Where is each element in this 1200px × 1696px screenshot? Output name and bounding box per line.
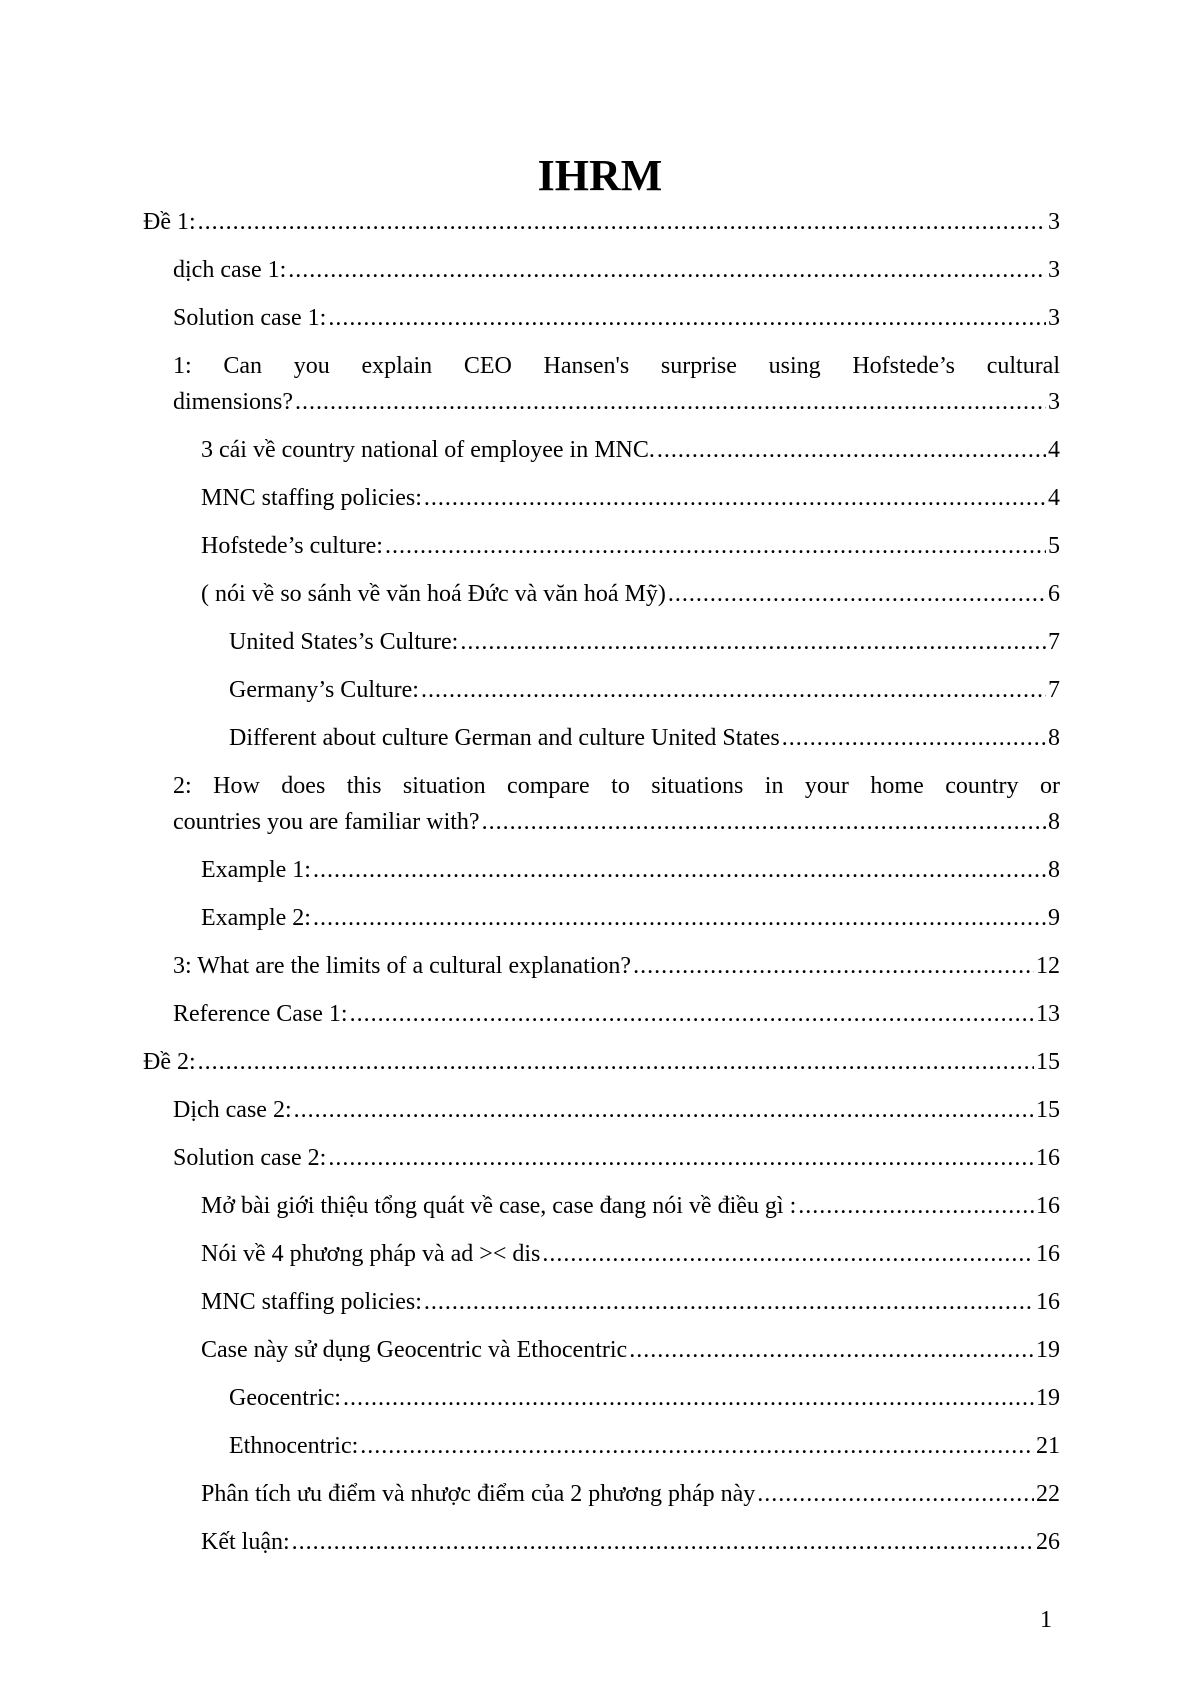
toc-entry[interactable] (143, 624, 1060, 660)
toc-entry[interactable] (143, 720, 1060, 756)
toc-entry-row (201, 432, 1060, 468)
toc-entry-row (201, 576, 1060, 612)
toc-entry-page: 7 (1048, 677, 1060, 703)
toc-entry-page: 8 (1048, 809, 1060, 835)
dot-leader (288, 252, 1046, 288)
toc-entry-text: Ethnocentric: (229, 1433, 359, 1459)
toc-entry-row (173, 996, 1060, 1032)
dot-leader (385, 528, 1046, 564)
toc-entry-text: ( nói về so sánh về văn hoá Đức và văn hoá Mỹ) (201, 581, 666, 607)
toc-entry-page: 15 (1036, 1049, 1060, 1075)
toc-entry[interactable] (143, 480, 1060, 516)
dot-leader (198, 1044, 1034, 1080)
toc-entry[interactable] (143, 1332, 1060, 1368)
toc-entry-row (143, 204, 1060, 240)
toc-entry-page: 16 (1036, 1193, 1060, 1219)
dot-leader (313, 900, 1046, 936)
table-of-contents (143, 204, 1060, 1572)
toc-entry-text: Đề 2: (143, 1049, 196, 1075)
toc-entry[interactable] (143, 252, 1060, 288)
toc-entry-text: Germany’s Culture: (229, 677, 419, 703)
toc-entry-page: 19 (1036, 1385, 1060, 1411)
toc-entry-row (201, 900, 1060, 936)
toc-entry-text: countries you are familiar with? (173, 809, 480, 835)
toc-entry-text: Nói về 4 phương pháp và ad >< dis (201, 1241, 541, 1267)
toc-entry-row (201, 1284, 1060, 1320)
toc-entry-row (229, 1428, 1060, 1464)
toc-entry-text: Dịch case 2: (173, 1097, 292, 1123)
toc-entry-text: Example 1: (201, 857, 311, 883)
dot-leader (421, 672, 1046, 708)
toc-entry-text: dịch case 1: (173, 257, 287, 283)
toc-entry-row (173, 252, 1060, 288)
toc-entry-row (201, 852, 1060, 888)
toc-entry-text: 3 cái về country national of employee in MNC. (201, 437, 655, 463)
toc-entry-row (229, 720, 1060, 756)
toc-entry-text: Different about culture German and culture United States (229, 725, 780, 751)
toc-entry[interactable] (143, 768, 1060, 840)
toc-entry[interactable] (143, 672, 1060, 708)
dot-leader (313, 852, 1046, 888)
toc-entry[interactable] (143, 1188, 1060, 1224)
toc-entry-page: 8 (1048, 857, 1060, 883)
toc-entry[interactable] (143, 1284, 1060, 1320)
toc-entry-page: 13 (1036, 1001, 1060, 1027)
dot-leader (328, 1140, 1034, 1176)
toc-entry-page: 6 (1048, 581, 1060, 607)
toc-entry-text: Solution case 2: (173, 1145, 327, 1171)
toc-entry-row (229, 672, 1060, 708)
toc-entry-text: MNC staffing policies: (201, 485, 422, 511)
toc-entry-row (173, 1092, 1060, 1128)
toc-entry-text: Đề 1: (143, 209, 196, 235)
toc-entry-text-line1: 2: How does this situation compare to situations in your home country or (173, 773, 1060, 799)
toc-entry[interactable] (143, 1092, 1060, 1128)
toc-entry-text: Case này sử dụng Geocentric và Ethocentric (201, 1337, 628, 1363)
toc-entry-row (201, 1332, 1060, 1368)
toc-entry[interactable] (143, 1524, 1060, 1560)
toc-entry-page: 5 (1048, 533, 1060, 559)
dot-leader (633, 948, 1034, 984)
toc-entry-page: 4 (1048, 437, 1060, 463)
toc-entry[interactable] (143, 1380, 1060, 1416)
toc-entry-row (201, 1188, 1060, 1224)
toc-entry-text: Hofstede’s culture: (201, 533, 383, 559)
toc-entry-text-line1: 1: Can you explain CEO Hansen's surprise using Hofstede’s cultural (173, 353, 1060, 379)
toc-entry[interactable] (143, 948, 1060, 984)
dot-leader (343, 1380, 1034, 1416)
toc-entry-page: 3 (1048, 209, 1060, 235)
document-title: IHRM (537, 151, 663, 200)
toc-entry-text: Solution case 1: (173, 305, 327, 331)
toc-entry[interactable] (143, 852, 1060, 888)
toc-entry-text: Phân tích ưu điểm và nhược điểm của 2 phương pháp này (201, 1481, 756, 1507)
toc-entry-row (173, 300, 1060, 336)
dot-leader (798, 1188, 1034, 1224)
toc-entry-page: 16 (1036, 1241, 1060, 1267)
dot-leader (757, 1476, 1034, 1512)
dot-leader (292, 1524, 1034, 1560)
toc-entry-page: 12 (1036, 953, 1060, 979)
toc-entry[interactable] (143, 528, 1060, 564)
toc-entry-text: Geocentric: (229, 1385, 341, 1411)
dot-leader (424, 1284, 1034, 1320)
dot-leader (629, 1332, 1034, 1368)
toc-entry-row (201, 480, 1060, 516)
toc-entry[interactable] (143, 348, 1060, 420)
toc-entry-text: Kết luận: (201, 1529, 290, 1555)
toc-entry[interactable] (143, 900, 1060, 936)
toc-entry[interactable] (143, 576, 1060, 612)
toc-entry-row (201, 1524, 1060, 1560)
toc-entry[interactable] (143, 1476, 1060, 1512)
toc-entry-row (173, 384, 1060, 420)
toc-entry-page: 9 (1048, 905, 1060, 931)
toc-entry-row (229, 624, 1060, 660)
toc-entry-text: Reference Case 1: (173, 1001, 348, 1027)
dot-leader (782, 720, 1046, 756)
toc-entry[interactable] (143, 1428, 1060, 1464)
toc-entry-row (143, 1044, 1060, 1080)
toc-entry-page: 26 (1036, 1529, 1060, 1555)
toc-entry-row (201, 1236, 1060, 1272)
toc-entry-page: 3 (1048, 257, 1060, 283)
toc-entry[interactable] (143, 1236, 1060, 1272)
toc-entry-page: 7 (1048, 629, 1060, 655)
dot-leader (657, 432, 1046, 468)
toc-entry[interactable] (143, 432, 1060, 468)
toc-entry-text: United States’s Culture: (229, 629, 459, 655)
toc-entry-text: dimensions? (173, 389, 293, 415)
dot-leader (294, 1092, 1034, 1128)
toc-entry[interactable] (143, 204, 1060, 240)
toc-entry-row (173, 1140, 1060, 1176)
dot-leader (460, 624, 1046, 660)
toc-entry-row (201, 1476, 1060, 1512)
toc-entry-page: 3 (1048, 305, 1060, 331)
toc-entry-text: Example 2: (201, 905, 311, 931)
toc-entry-page: 8 (1048, 725, 1060, 751)
dot-leader (295, 384, 1046, 420)
toc-entry-text: Mở bài giới thiệu tổng quát về case, case đang nói về điều gì : (201, 1193, 797, 1219)
toc-entry-page: 3 (1048, 389, 1060, 415)
toc-entry-row (173, 804, 1060, 840)
dot-leader (328, 300, 1046, 336)
toc-entry[interactable] (143, 300, 1060, 336)
dot-leader (482, 804, 1046, 840)
toc-entry-page: 19 (1036, 1337, 1060, 1363)
toc-entry-page: 16 (1036, 1289, 1060, 1315)
page-number: 1 (1040, 1607, 1052, 1633)
toc-entry-page: 22 (1036, 1481, 1060, 1507)
dot-leader (668, 576, 1046, 612)
dot-leader (424, 480, 1046, 516)
dot-leader (350, 996, 1034, 1032)
toc-entry-page: 21 (1036, 1433, 1060, 1459)
dot-leader (360, 1428, 1034, 1464)
dot-leader (198, 204, 1046, 240)
toc-entry[interactable] (143, 1044, 1060, 1080)
toc-entry-row (229, 1380, 1060, 1416)
toc-entry-row (201, 528, 1060, 564)
toc-entry[interactable] (143, 1140, 1060, 1176)
dot-leader (542, 1236, 1034, 1272)
toc-entry[interactable] (143, 996, 1060, 1032)
toc-entry-page: 16 (1036, 1145, 1060, 1171)
toc-entry-text: 3: What are the limits of a cultural explanation? (173, 953, 632, 979)
toc-entry-page: 15 (1036, 1097, 1060, 1123)
toc-entry-row (173, 948, 1060, 984)
toc-entry-text: MNC staffing policies: (201, 1289, 422, 1315)
toc-entry-page: 4 (1048, 485, 1060, 511)
